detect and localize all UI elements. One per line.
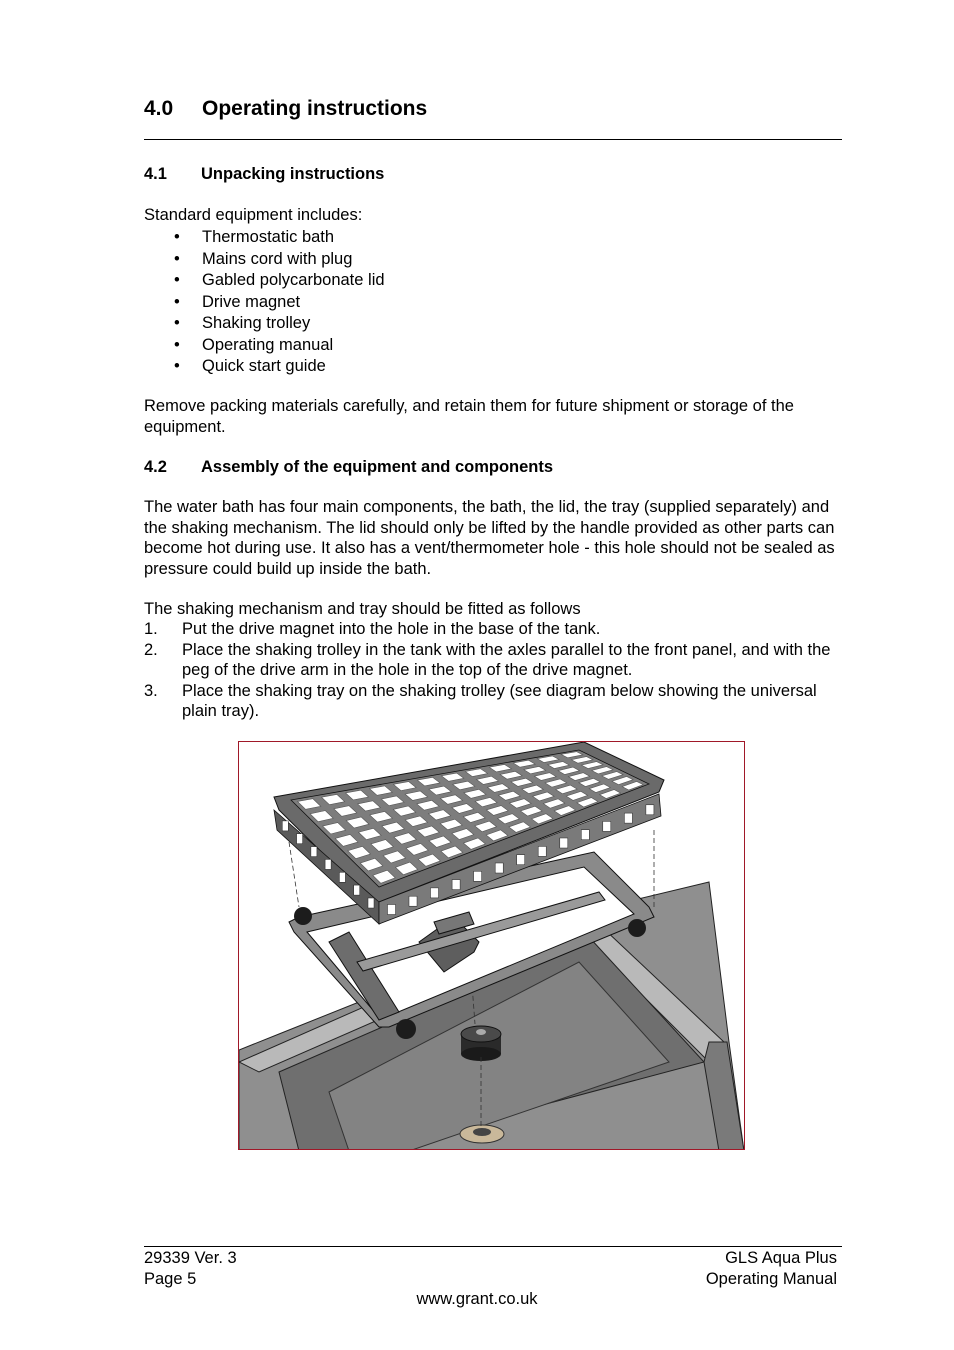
components-text: The water bath has four main components, the bath, the lid, the tray (supplied separately) and the shaking mechanism. The lid should only be lifted by the handle provided as other parts can become hot during use. It also has a vent/thermometer hole - this hole should not be sealed as pressure could build up inside the bath. (144, 498, 835, 578)
section-number: 4.0 (144, 97, 174, 120)
tray-slot (339, 872, 345, 882)
step-text: Place the shaking trolley in the tank with the axles parallel to the front panel, and with the peg of the drive arm in the hole in the top of the drive magnet. (182, 640, 831, 679)
bullet-icon: • (174, 335, 180, 354)
equipment-intro (144, 205, 844, 226)
list-item (144, 313, 385, 335)
heading-rule (144, 139, 842, 140)
subsection-title: Unpacking instructions (201, 165, 385, 183)
equipment-list (144, 227, 385, 378)
subsection-number: 4.2 (144, 458, 167, 476)
steps-intro-text: The shaking mechanism and tray should be fitted as follows (144, 600, 581, 618)
step-item (144, 640, 844, 681)
tray-slot (624, 813, 632, 823)
assembly-illustration (239, 742, 745, 1150)
tray-slot (325, 859, 331, 869)
list-item-text: Mains cord with plug (202, 249, 353, 268)
trolley-wheel-icon (294, 907, 312, 925)
tray-slot (495, 863, 503, 873)
step-number: 2. (144, 640, 158, 659)
list-item (144, 227, 385, 249)
step-number: 3. (144, 681, 158, 700)
tray-slot (409, 896, 417, 906)
bullet-icon: • (174, 228, 180, 246)
assembly-diagram (238, 741, 745, 1150)
step-text: Place the shaking tray on the shaking trolley (see diagram below showing the universal plain tray). (182, 681, 817, 720)
packing-text: Remove packing materials carefully, and retain them for future shipment or storage of the equipment. (144, 397, 794, 436)
tray-slot (517, 855, 525, 865)
bullet-icon: • (174, 357, 180, 375)
tray-slot (368, 898, 374, 908)
step-item (144, 619, 844, 640)
bullet-icon: • (174, 249, 180, 268)
step-text: Put the drive magnet into the hole in the base of the tank. (182, 620, 601, 638)
tray-slot (603, 821, 611, 831)
list-item-text: Operating manual (202, 335, 334, 354)
footer-manual: Operating Manual (705, 1270, 837, 1288)
bullet-icon: • (174, 314, 180, 332)
bullet-icon: • (174, 292, 180, 311)
list-item-text: Drive magnet (202, 292, 301, 311)
subsection-heading-assembly (144, 458, 553, 477)
list-item (144, 356, 385, 378)
list-item-text: Thermostatic bath (202, 228, 335, 246)
tray-slot (452, 880, 460, 890)
list-item-text: Quick start guide (202, 357, 326, 375)
assembly-steps (144, 619, 844, 722)
step-number: 1. (144, 620, 158, 638)
bullet-icon: • (174, 271, 180, 289)
subsection-heading-unpacking (144, 165, 384, 184)
tray-slot (311, 847, 317, 857)
tray-slot (431, 888, 439, 898)
trolley-wheel-icon (396, 1019, 416, 1039)
footer-page-number: Page 5 (144, 1270, 197, 1288)
footer-doc-id: 29339 Ver. 3 (144, 1249, 237, 1267)
section-title: Operating instructions (202, 97, 428, 120)
tray-slot (354, 885, 360, 895)
list-item (144, 249, 385, 271)
tray-slot (474, 871, 482, 881)
tray-slot (297, 834, 303, 844)
subsection-title: Assembly of the equipment and components (201, 458, 554, 476)
list-item (144, 270, 385, 292)
tray-slot (581, 830, 589, 840)
tray-slot (538, 846, 546, 856)
base-hole-center (473, 1128, 491, 1136)
tray-slot (282, 821, 288, 831)
tray-slot (560, 838, 568, 848)
packing-paragraph (144, 396, 844, 437)
tray-slot (388, 905, 396, 915)
components-paragraph (144, 497, 844, 579)
trolley-wheel-icon (628, 919, 646, 937)
subsection-number: 4.1 (144, 165, 167, 183)
section-heading (144, 97, 427, 121)
list-item-text: Shaking trolley (202, 314, 311, 332)
footer-rule (144, 1246, 842, 1247)
list-item (144, 292, 385, 314)
list-item-text: Gabled polycarbonate lid (202, 271, 385, 289)
equipment-intro-text: Standard equipment includes: (144, 206, 363, 224)
step-item (144, 681, 844, 722)
footer-website-link[interactable]: www.grant.co.uk (416, 1290, 538, 1308)
tray-slot (646, 805, 654, 815)
drive-magnet-hole (476, 1029, 486, 1035)
footer-product: GLS Aqua Plus (725, 1249, 837, 1267)
list-item (144, 335, 385, 357)
steps-intro (144, 599, 844, 620)
